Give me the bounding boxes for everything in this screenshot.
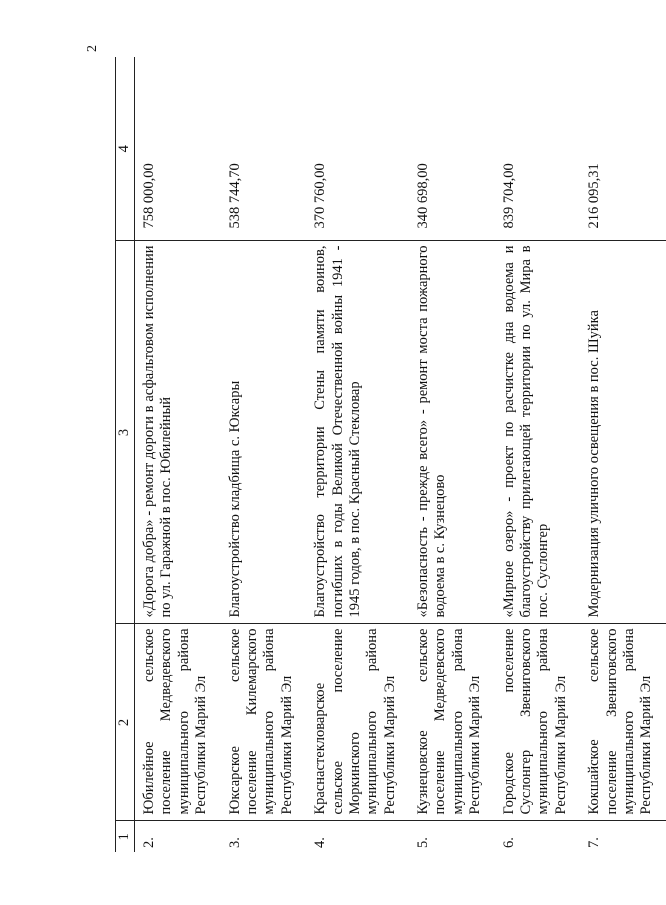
project-description: «Безопасность - прежде всего» - ремонт моста пожарного водоема в с. Кузнецово <box>409 241 495 624</box>
settlement-name: Юксарское сельское поселение Килемарского муниципального района Республики Марий Эл <box>221 624 307 821</box>
table-row <box>580 57 666 852</box>
grants-table <box>115 57 666 852</box>
grant-amount: 758 000,00 <box>135 57 221 241</box>
column-header-4: 4 <box>116 57 135 241</box>
grant-amount: 216 095,31 <box>580 57 666 241</box>
table-row <box>306 57 409 852</box>
row-number: 4. <box>312 837 329 848</box>
project-description: Модернизация уличного освещения в пос. Шуйка <box>580 241 666 624</box>
column-header-1: 1 <box>116 821 135 852</box>
column-header-3: 3 <box>116 241 135 624</box>
project-description: Благоустройство территории Стены памяти воинов, погибших в годы Великой Отечественной войны 1941 - 1945 годов, в пос. Красный Стекловар <box>306 241 409 624</box>
grant-amount: 538 744,70 <box>221 57 307 241</box>
page-number: 2 <box>85 45 100 52</box>
project-description: «Мирное озеро» - проект по расчистке дна водоема и благоустройству прилегающей территории по ул. Мира в пос. Суслонгер <box>495 241 581 624</box>
table-row <box>495 57 581 852</box>
settlement-name: Юбилейное сельское поселение Медведевского муниципального района Республики Марий Эл <box>135 624 221 821</box>
settlement-name: Краснастекловарское сельское поселение Моркинского муниципального района Республики Марий Эл <box>306 624 409 821</box>
table-row <box>409 57 495 852</box>
settlement-name: Кузнецовское сельское поселение Медведевского муниципального района Республики Марий Эл <box>409 624 495 821</box>
settlement-name: Городское поселение Суслонгер Звениговского муниципального района Республики Марий Эл <box>495 624 581 821</box>
settlement-name: Кокшайское сельское поселение Звениговского муниципального района Республики Марий Эл <box>580 624 666 821</box>
row-number: 7. <box>586 837 603 848</box>
project-description: «Дорога добра» - ремонт дороги в асфальтовом исполнении по ул. Гаражной в пос. Юбилейный <box>135 241 221 624</box>
grant-amount: 340 698,00 <box>409 57 495 241</box>
row-number: 2. <box>141 837 157 848</box>
table-row <box>221 57 307 852</box>
row-number: 6. <box>500 837 517 848</box>
table-header-row <box>116 57 135 852</box>
grant-amount: 839 704,00 <box>495 57 581 241</box>
row-number: 5. <box>415 837 432 848</box>
project-description: Благоустройство кладбища с. Юксары <box>221 241 307 624</box>
grant-amount: 370 760,00 <box>306 57 409 241</box>
rotated-table-container <box>115 57 655 852</box>
row-number: 3. <box>226 837 243 848</box>
column-header-2: 2 <box>116 624 135 821</box>
table-row <box>135 57 221 852</box>
